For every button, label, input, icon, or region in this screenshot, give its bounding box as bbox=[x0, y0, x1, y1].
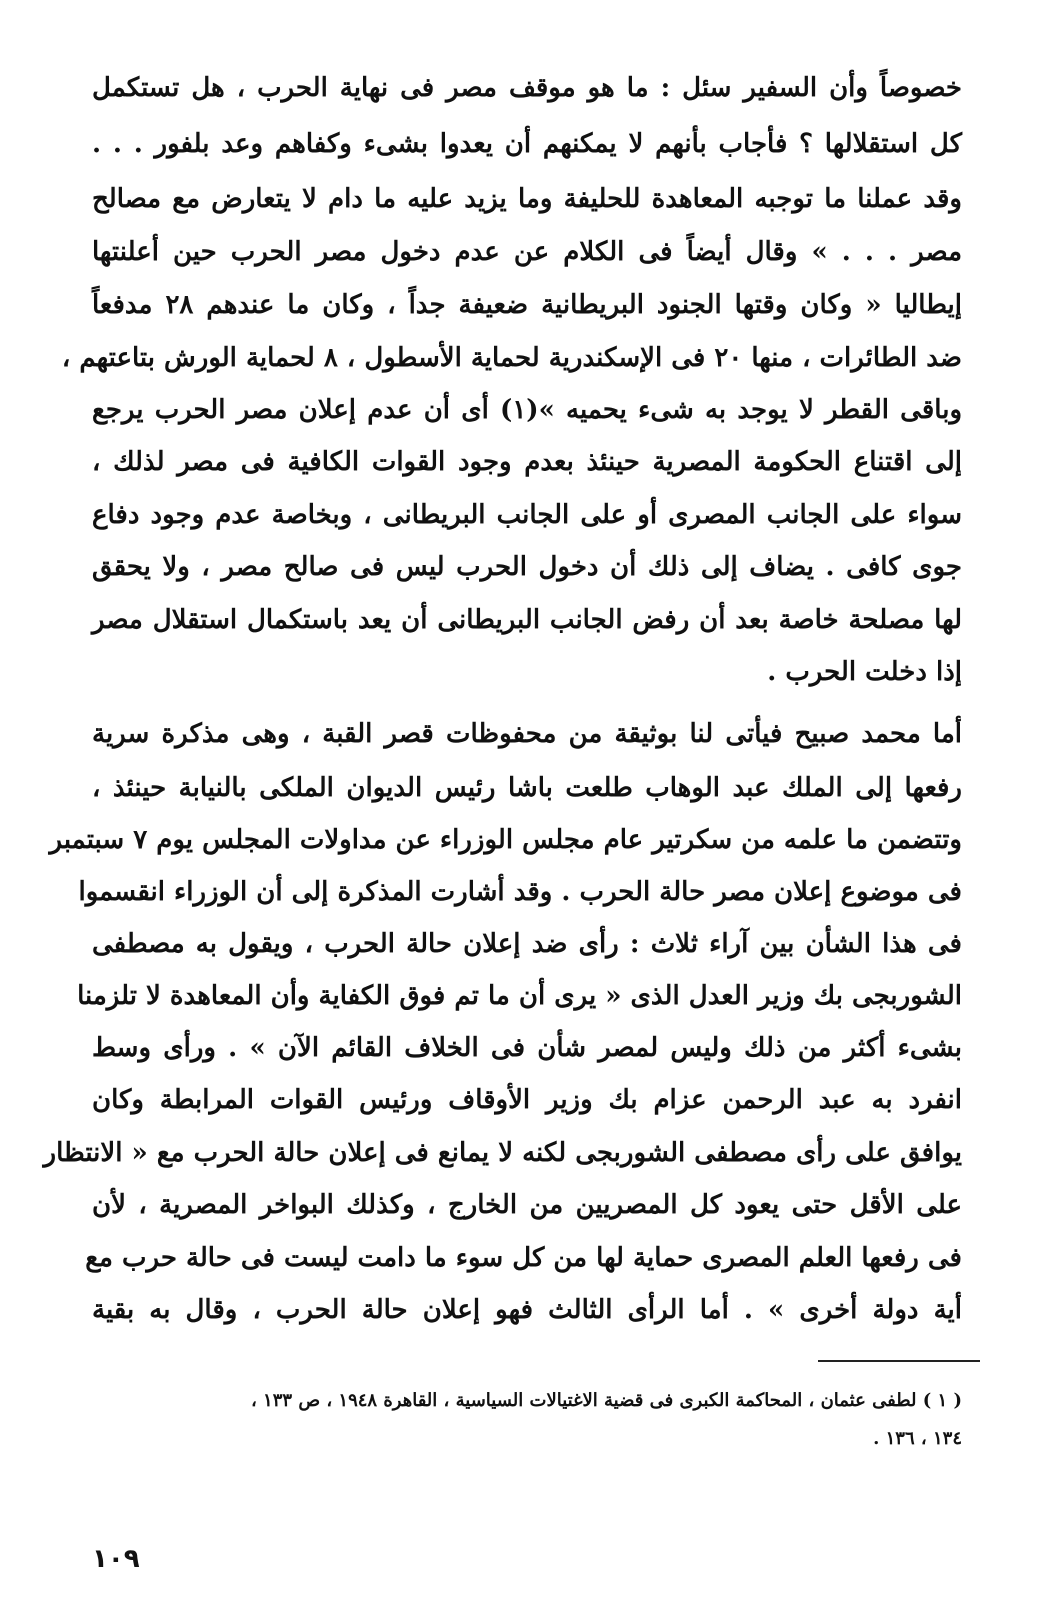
text-line: انفرد به عبد الرحمن عزام بك وزير الأوقاف ورئيس القوات المرابطة وكان bbox=[92, 1085, 962, 1115]
text-line: وباقى القطر لا يوجد به شىء يحميه »(١) أى أن عدم إعلان مصر الحرب يرجع bbox=[92, 395, 962, 425]
footnote-divider bbox=[818, 1360, 980, 1362]
text-line: لها مصلحة خاصة بعد أن رفض الجانب البريطانى أن يعد باستكمال استقلال مصر bbox=[92, 605, 962, 635]
text-line: وتتضمن ما علمه من سكرتير عام مجلس الوزراء عن مداولات المجلس يوم ٧ سبتمبر bbox=[49, 825, 962, 855]
text-line: الشوربجى بك وزير العدل الذى « يرى أن ما تم فوق الكفاية وأن المعاهدة لا تلزمنا bbox=[77, 981, 962, 1011]
text-line: أما محمد صبيح فيأتى لنا بوثيقة من محفوظات قصر القبة ، وهى مذكرة سرية bbox=[92, 719, 962, 749]
text-line: كل استقلالها ؟ فأجاب بأنهم لا يمكنهم أن يعدوا بشىء وكفاهم وعد بلفور . . . bbox=[92, 129, 962, 159]
text-line: رفعها إلى الملك عبد الوهاب طلعت باشا رئيس الديوان الملكى بالنيابة حينئذ ، bbox=[92, 773, 962, 803]
text-line: فى موضوع إعلان مصر حالة الحرب . وقد أشارت المذكرة إلى أن الوزراء انقسموا bbox=[78, 877, 962, 907]
text-line: مصر . . . » وقال أيضاً فى الكلام عن عدم دخول مصر الحرب حين أعلنتها bbox=[92, 237, 962, 267]
text-line: فى هذا الشأن بين آراء ثلاث : رأى ضد إعلان حالة الحرب ، ويقول به مصطفى bbox=[92, 929, 962, 959]
text-line: على الأقل حتى يعود كل المصريين من الخارج ، وكذلك البواخر المصرية ، لأن bbox=[92, 1190, 962, 1220]
text-line: جوى كافى . يضاف إلى ذلك أن دخول الحرب ليس فى صالح مصر ، ولا يحقق bbox=[92, 552, 962, 582]
text-line: ضد الطائرات ، منها ٢٠ فى الإسكندرية لحماية الأسطول ، ٨ لحماية الورش بتاعتهم ، bbox=[61, 343, 962, 373]
page-number: ١٠٩ bbox=[92, 1544, 140, 1574]
text-line: إيطاليا « وكان وقتها الجنود البريطانية ضعيفة جداً ، وكان ما عندهم ٢٨ مدفعاً bbox=[92, 290, 962, 320]
text-line: وقد عملنا ما توجبه المعاهدة للحليفة وما يزيد عليه ما دام لا يتعارض مع مصالح bbox=[92, 184, 962, 214]
text-line: سواء على الجانب المصرى أو على الجانب البريطانى ، وبخاصة عدم وجود دفاع bbox=[92, 500, 962, 530]
text-line: إذا دخلت الحرب . bbox=[767, 657, 962, 687]
footnote-line: ١٣٤ ، ١٣٦ . bbox=[873, 1428, 962, 1449]
text-line: بشىء أكثر من ذلك وليس لمصر شأن فى الخلاف القائم الآن » . ورأى وسط bbox=[92, 1033, 963, 1063]
text-line: فى رفعها العلم المصرى حماية لها من كل سوء ما دامت ليست فى حالة حرب مع bbox=[85, 1243, 962, 1273]
text-line: أية دولة أخرى » . أما الرأى الثالث فهو إعلان حالة الحرب ، وقال به بقية bbox=[92, 1295, 962, 1325]
footnote-line: ( ١ ) لطفى عثمان ، المحاكمة الكبرى فى قضية الاغتيالات السياسية ، القاهرة ١٩٤٨ ، ص ١٣٣ ، bbox=[250, 1390, 962, 1411]
text-line: إلى اقتناع الحكومة المصرية حينئذ بعدم وجود القوات الكافية فى مصر لذلك ، bbox=[92, 447, 962, 477]
text-line: يوافق على رأى مصطفى الشوربجى لكنه لا يمانع فى إعلان حالة الحرب مع « الانتظار bbox=[43, 1138, 962, 1168]
text-line: خصوصاً وأن السفير سئل : ما هو موقف مصر فى نهاية الحرب ، هل تستكمل bbox=[92, 73, 962, 103]
